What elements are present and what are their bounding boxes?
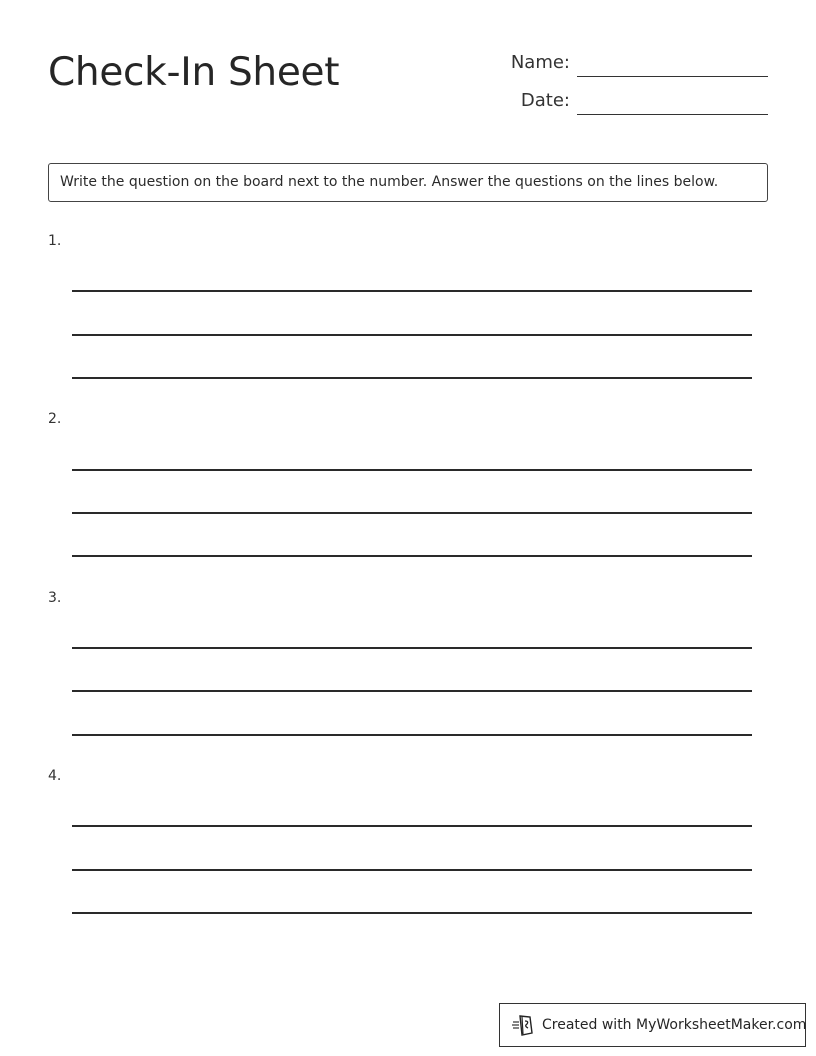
- page-title: Check-In Sheet: [48, 50, 340, 95]
- answer-line[interactable]: [72, 555, 752, 557]
- date-blank-line[interactable]: [577, 114, 768, 115]
- name-label: Name:: [510, 52, 570, 73]
- answer-line[interactable]: [72, 334, 752, 336]
- question-block-3: [0, 590, 816, 760]
- date-field[interactable]: [490, 88, 770, 118]
- question-number: 1.: [48, 233, 62, 249]
- question-block-1: [0, 233, 816, 403]
- answer-line[interactable]: [72, 377, 752, 379]
- answer-line[interactable]: [72, 512, 752, 514]
- answer-line[interactable]: [72, 647, 752, 649]
- name-field[interactable]: [490, 50, 770, 80]
- answer-line[interactable]: [72, 734, 752, 736]
- worksheet-maker-logo-icon: [512, 1013, 536, 1037]
- answer-line[interactable]: [72, 469, 752, 471]
- name-blank-line[interactable]: [577, 76, 768, 77]
- question-number: 3.: [48, 590, 62, 606]
- answer-line[interactable]: [72, 912, 752, 914]
- footer-text: Created with MyWorksheetMaker.com: [542, 1017, 807, 1033]
- question-number: 4.: [48, 768, 62, 784]
- question-block-4: [0, 768, 816, 938]
- created-with-badge[interactable]: [499, 1003, 806, 1047]
- answer-line[interactable]: [72, 869, 752, 871]
- answer-line[interactable]: [72, 690, 752, 692]
- answer-line[interactable]: [72, 825, 752, 827]
- answer-line[interactable]: [72, 290, 752, 292]
- instructions-box: Write the question on the board next to the number. Answer the questions on the lines below.: [48, 163, 768, 202]
- date-label: Date:: [520, 90, 570, 111]
- question-number: 2.: [48, 411, 62, 427]
- question-block-2: [0, 411, 816, 581]
